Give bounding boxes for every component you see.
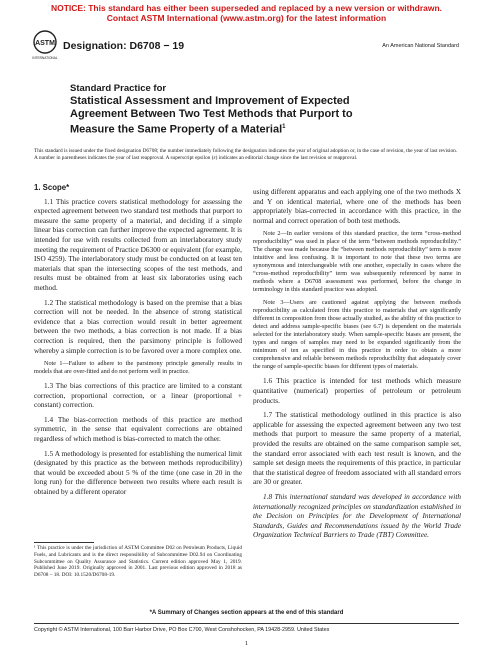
ansi-label: An American National Standard bbox=[382, 43, 459, 49]
paragraph-1-2: 1.2 The statistical methodology is based on the premise that a bias correction will not be needed. In the absence of strong statistical evidence that a bias correction would result in better agreement between the two methods, a bias correction is not made. If a bias correction is required, then the parsimony principle is followed whereby a simple correction is to be favored over a more complex one. bbox=[34, 297, 242, 355]
left-column bbox=[34, 183, 242, 502]
issuance-statement: This standard is issued under the fixed designation D6708; the number immediately following the designation indicates the year of original adoption or, in the case of revision, the year of last revision. A number in parentheses indicates the year of last reapproval. A superscript epsilon (ε) indicates an editorial change since the last revision or reapproval. bbox=[34, 148, 458, 162]
paragraph-1-5: 1.5 A methodology is presented for establishing the numerical limit (designated by this practice as the between methods reproducibility) that would be exceeded about 5 % of the time (one case in 20 in the long run) for the difference between two results where each result is obtained by a different operator bbox=[34, 448, 242, 497]
title-footnote-ref[interactable]: 1 bbox=[282, 124, 286, 130]
title-line-1: Standard Practice for bbox=[70, 83, 167, 94]
paragraph-1-3: 1.3 The bias corrections of this practice are limited to a constant correction, proportional correction, or a linear (proportional + constant) correction. bbox=[34, 381, 242, 410]
footer-divider bbox=[34, 623, 459, 624]
footnote-rule bbox=[34, 542, 94, 543]
paragraph-1-6: 1.6 This practice is intended for test methods which measure quantitative (numerical) properties of petroleum or petroleum products. bbox=[253, 376, 461, 405]
document-title bbox=[70, 83, 410, 137]
astm-logo bbox=[32, 30, 58, 60]
title-line-3: Agreement Between Two Test Methods that Purport to bbox=[70, 108, 353, 120]
paragraph-1-7: 1.7 The statistical methodology outlined in this practice is also applicable for assessing the expected agreement between any two test methods that purport to measure the same property of a material, provided the results are obtained on the same comparison sample set, the standard error associated with each test result is known, and the sample set design meets the requirements of this practice, in particular that the statistical degree of freedom associated with all standard errors are 30 or greater. bbox=[253, 410, 461, 487]
summary-of-changes-note: *A Summary of Changes section appears at the end of this standard bbox=[149, 610, 344, 616]
paragraph-1-1: 1.1 This practice covers statistical methodology for assessing the expected agreement between two standard test methods that purport to measure the same property of a material, and deciding if a simple linear bias correction can further improve the expected agreement. It is intended for use with results collected from an interlaboratory study meeting the requirement of Practice D6300 or equivalent (for example, ISO 4259). The interlaboratory study must be conducted on at least ten materials that span the intersecting scopes of the test methods, and results must be obtained from at least six laboratories using each method. bbox=[34, 196, 242, 292]
notice-line-2: Contact ASTM International (www.astm.org) for the latest information bbox=[106, 13, 387, 23]
footnote-1: ¹ This practice is under the jurisdiction of ASTM Committee D02 on Petroleum Products, Liquid Fuels, and Lubricants and is the direct responsibility of Subcommittee D02.94 on Coordinating Subcommittee on Quality Assurance and Statistics. Current edition approved May 1, 2019. Published June 2019. Originally approved in 2001. Last previous edition approved in 2018 as D6708 – 18. DOI: 10.1520/D6708-19. bbox=[34, 545, 242, 579]
note-1: Note 1—Failure to adhere to the parsimony principle generally results in models that are over-fitted and do not perform well in practice. bbox=[34, 360, 242, 376]
right-column bbox=[253, 187, 461, 545]
notice-line-1: NOTICE: This standard has either been superseded and replaced by a new version or withdrawn. bbox=[50, 3, 443, 13]
paragraph-1-8: 1.8 This international standard was developed in accordance with internationally recognized principles on standardization established in the Decision on Principles for the Development of International Standards, Guides and Recommendations issued by the World Trade Organization Technical Barriers to Trade (TBT) Committee. bbox=[253, 491, 461, 540]
svg-text:ASTM: ASTM bbox=[35, 40, 55, 47]
paragraph-1-5-continued: using different apparatus and each applying one of the two methods X and Y on identical material, where one of the methods has been appropriately bias-corrected in accordance with this practice, in the normal and correct operation of both test methods. bbox=[253, 187, 461, 225]
paragraph-1-4: 1.4 The bias-correction methods of this practice are method symmetric, in the sense that equivalent corrections are obtained regardless of which method is bias-corrected to match the other. bbox=[34, 414, 242, 444]
title-line-4: Measure the Same Property of a Material$^1$ bbox=[70, 123, 286, 136]
supersede-notice bbox=[0, 3, 493, 23]
svg-text:INTERNATIONAL: INTERNATIONAL bbox=[32, 56, 58, 60]
note-3: Note 3—Users are cautioned against applying the between methods reproducibility as calculated from this practice to materials that are significantly different in composition from those actually studied, as the ability of this practice to detect and address sample-specific biases (see 6.7) is dependent on the materials selected for the interlaboratory study. When sample-specific biases are present, the types and ranges of samples may need to be expanded significantly from the minimum of ten as specified in this practice in order to obtain a more comprehensive and reliable between methods reproducibility that adequately cover the range of sample-specific biases for different types of materials. bbox=[253, 299, 461, 371]
note-2: Note 2—In earlier versions of this standard practice, the term “cross-method reproducibility” was used in place of the term “between methods reproducibility.” The change was made because the “between methods reproducibility” term is more intuitive and less confusing. It is important to note that these two terms are synonymous and interchangeable with one another, especially in cases where the “cross-method reproducibility” term was subsequently referenced by name in methods where a D6708 assessment was performed, before the change in terminology in this standard practice was adopted. bbox=[253, 230, 461, 294]
copyright-notice: Copyright © ASTM International, 100 Barr Harbor Drive, PO Box C700, West Conshohocken, PA 19428-2959. United States bbox=[34, 627, 330, 633]
designation: Designation: D6708 − 19 bbox=[63, 40, 185, 52]
page-number: 1 bbox=[244, 640, 249, 647]
scope-heading: 1. Scope* bbox=[34, 183, 70, 192]
title-line-2: Statistical Assessment and Improvement of Expected bbox=[70, 95, 350, 107]
